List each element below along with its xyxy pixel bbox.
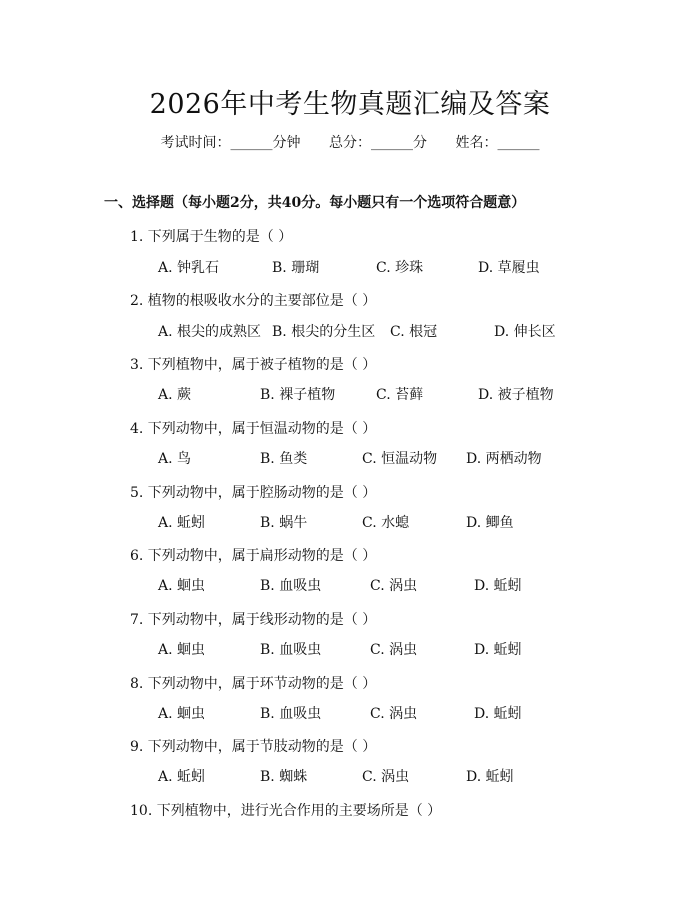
option-d: D. 蚯蚓	[474, 578, 522, 594]
option-c: C. 珍珠	[376, 260, 424, 276]
question-3: 3. 下列植物中，属于被子植物的是（ ）	[130, 357, 377, 373]
option-b: B. 根尖的分生区	[272, 324, 376, 340]
option-c: C. 根冠	[390, 324, 438, 340]
option-b: B. 血吸虫	[260, 578, 322, 594]
question-8: 8. 下列动物中，属于环节动物的是（ ）	[130, 676, 377, 692]
option-d: D. 被子植物	[478, 387, 554, 403]
option-a: A. 蕨	[158, 387, 192, 403]
option-d: D. 蚯蚓	[474, 642, 522, 658]
option-b: B. 鱼类	[260, 451, 308, 467]
option-b: B. 珊瑚	[272, 260, 320, 276]
option-a: A. 根尖的成熟区	[158, 324, 262, 340]
option-b: B. 蜘蛛	[260, 769, 308, 785]
question-6: 6. 下列动物中，属于扁形动物的是（ ）	[130, 548, 377, 564]
question-5: 5. 下列动物中，属于腔肠动物的是（ ）	[130, 485, 377, 501]
option-a: A. 鸟	[158, 451, 192, 467]
question-1: 1. 下列属于生物的是（ ）	[130, 229, 293, 245]
option-a: A. 蛔虫	[158, 578, 206, 594]
option-a: A. 蛔虫	[158, 642, 206, 658]
page-title: 2026年中考生物真题汇编及答案	[149, 89, 551, 120]
option-c: C. 涡虫	[370, 642, 418, 658]
exam-time-field: 考试时间：______分钟	[160, 135, 301, 151]
option-b: B. 血吸虫	[260, 642, 322, 658]
student-name-field: 姓名：______	[455, 135, 540, 151]
option-c: C. 涡虫	[362, 769, 410, 785]
option-b: B. 裸子植物	[260, 387, 336, 403]
question-9: 9. 下列动物中，属于节肢动物的是（ ）	[130, 739, 377, 755]
option-b: B. 血吸虫	[260, 706, 322, 722]
option-d: D. 蚯蚓	[466, 769, 514, 785]
total-score-field: 总分：______分	[329, 135, 427, 151]
question-10: 10. 下列植物中，进行光合作用的主要场所是（ ）	[130, 803, 442, 819]
option-c: C. 苔藓	[376, 387, 424, 403]
question-4: 4. 下列动物中，属于恒温动物的是（ ）	[130, 421, 377, 437]
question-7: 7. 下列动物中，属于线形动物的是（ ）	[130, 612, 377, 628]
option-d: D. 草履虫	[478, 260, 540, 276]
option-a: A. 蚯蚓	[158, 515, 206, 531]
option-d: D. 蚯蚓	[474, 706, 522, 722]
option-c: C. 涡虫	[370, 578, 418, 594]
option-a: A. 蚯蚓	[158, 769, 206, 785]
option-a: A. 蛔虫	[158, 706, 206, 722]
option-c: C. 涡虫	[370, 706, 418, 722]
option-c: C. 恒温动物	[362, 451, 438, 467]
exam-meta	[0, 132, 700, 152]
option-d: D. 伸长区	[494, 324, 556, 340]
option-c: C. 水螅	[362, 515, 410, 531]
section-heading: 一、选择题（每小题2分，共40分。每小题只有一个选项符合题意）	[104, 195, 526, 211]
question-2: 2. 植物的根吸收水分的主要部位是（ ）	[130, 293, 377, 309]
option-b: B. 蜗牛	[260, 515, 308, 531]
option-a: A. 钟乳石	[158, 260, 220, 276]
option-d: D. 鲫鱼	[466, 515, 514, 531]
option-d: D. 两栖动物	[466, 451, 542, 467]
